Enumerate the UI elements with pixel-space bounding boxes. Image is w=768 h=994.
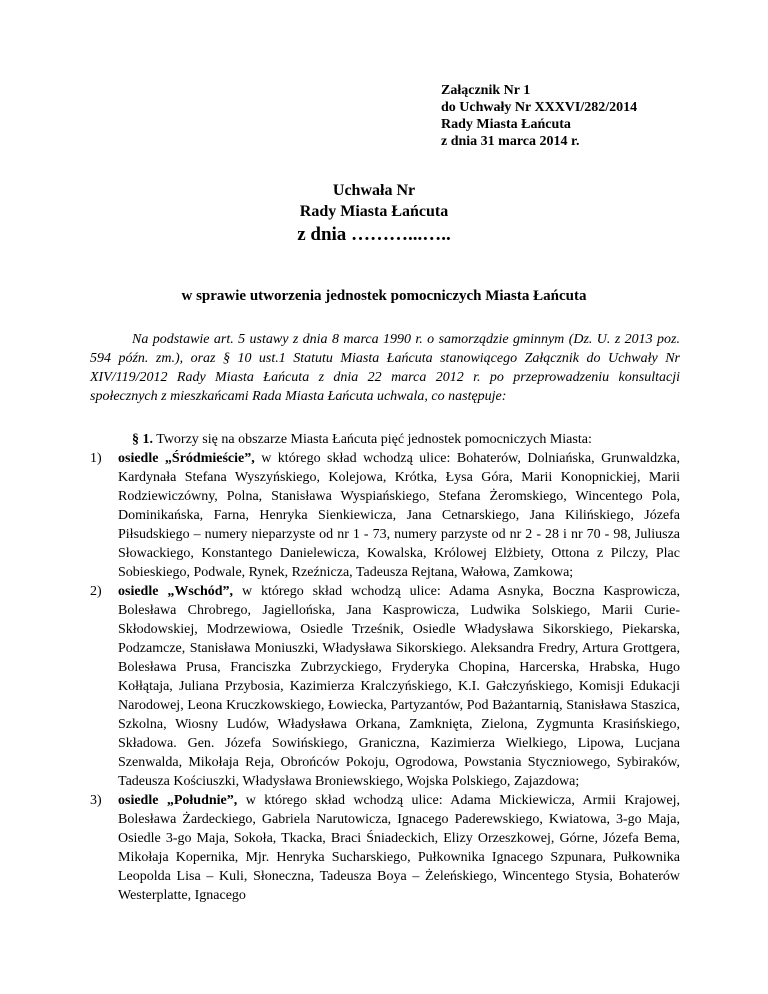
preamble: Na podstawie art. 5 ustawy z dnia 8 marca 1990 r. o samorządzie gminnym (Dz. U. z 2013 poz. 594 późn. zm.), oraz § 10 ust.1 Statutu Miasta Łańcuta stanowiącego Załącznik do Uchwały Nr XIV/119/2012 Rady Miasta Łańcuta z dnia 22 marca 2012 r. po przeprowadzeniu konsultacji społecznych z mieszkańcami Rada Miasta Łańcuta uchwala, co następuje: bbox=[90, 332, 680, 404]
district-streets: w którego skład wchodzą ulice: Adama Asnyka, Boczna Kasprowicza, Bolesława Chrobrego, Jagiellońska, Jana Kasprowicza, Ludwika Solskiego, Marii Curie-Skłodowskiej, Modrzewiowa, Osiedle Trześnik, Osiedle Władysława Sikorskiego, Piekarska, Podzamcze, Stanisława Moniuszki, Władysława Sikorskiego. Aleksandra Fredry, Artura Grottgera, Bolesława Prusa, Franciszka Zubrzyckiego, Fryderyka Chopina, Harcerska, Hrabska, Hugo Kołłątaja, Juliana Przybosia, Kazimierza Kralczyńskiego, K.I. Gałczyńskiego, Komisji Edukacji Narodowej, Leona Kruczkowskiego, Łowiecka, Partyzantów, Pod Bażantarnią, Stanisława Staszica, Szkolna, Wiosny Ludów, Władysława Orkana, Zamknięta, Zielona, Zygmunta Krasińskiego, Składowa. Gen. Józefa Sowińskiego, Graniczna, Kazimierza Wielkiego, Lipowa, Lucjana Szenwalda, Mikołaja Reja, Obrońców Pokoju, Ogrodowa, Powstania Styczniowego, Sybiraków, Tadeusza Kościuszki, Władysława Broniewskiego, Wojska Polskiego, Zajazdowa; bbox=[118, 584, 680, 789]
section-1-heading bbox=[132, 430, 592, 449]
list-item bbox=[90, 582, 680, 791]
district-name: osiedle „Śródmieście”, bbox=[118, 451, 255, 466]
annex-number: Załącznik Nr 1 bbox=[441, 83, 531, 98]
district-name: osiedle „Południe”, bbox=[118, 793, 238, 808]
resolution-date: z dnia ………...….. bbox=[297, 224, 451, 245]
resolution-subject: w sprawie utworzenia jednostek pomocniczych Miasta Łańcuta bbox=[181, 288, 587, 304]
district-list bbox=[90, 449, 680, 905]
annex-header bbox=[441, 82, 637, 150]
list-item-number: 3) bbox=[90, 793, 102, 808]
annex-council: Rady Miasta Łańcuta bbox=[441, 117, 571, 132]
resolution-title bbox=[0, 181, 768, 247]
list-item bbox=[90, 791, 680, 905]
resolution-number: Uchwała Nr bbox=[332, 182, 416, 199]
section-1-text: Tworzy się na obszarze Miasta Łańcuta pięć jednostek pomocniczych Miasta: bbox=[156, 432, 592, 447]
district-streets: w którego skład wchodzą ulice: Adama Mickiewicza, Armii Krajowej, Bolesława Żardeckiego, Gabriela Narutowicza, Ignacego Paderewskiego, Kwiatowa, 3-go Maja, Osiedle 3-go Maja, Sokoła, Tkacka, Braci Śniadeckich, Elizy Orzeszkowej, Górne, Józefa Bema, Mikołaja Kopernika, Mjr. Henryka Sucharskiego, Pułkownika Ignacego Szpunara, Pułkownika Leopolda Lisa – Kuli, Słoneczna, Tadeusza Boya – Żeleńskiego, Wincentego Stysia, Bohaterów Westerplatte, Ignacego bbox=[118, 793, 680, 903]
district-name: osiedle „Wschód”, bbox=[118, 584, 234, 599]
resolution-council: Rady Miasta Łańcuta bbox=[299, 203, 449, 220]
section-1-symbol: § 1. bbox=[132, 432, 153, 447]
annex-resolution-ref: do Uchwały Nr XXXVI/282/2014 bbox=[441, 100, 638, 115]
annex-date: z dnia 31 marca 2014 r. bbox=[441, 134, 580, 149]
district-streets: w którego skład wchodzą ulice: Bohaterów, Dolniańska, Grunwaldzka, Kardynała Stefana Wyszyńskiego, Kolejowa, Krótka, Łysa Góra, Marii Konopnickiej, Marii Rodziewiczówny, Polna, Stanisława Wyspiańskiego, Stefana Żeromskiego, Wincentego Pola, Dominikańska, Farna, Henryka Sienkiewicza, Jana Cetnarskiego, Jana Kilińskiego, Józefa Piłsudskiego – numery nieparzyste od nr 1 - 73, numery parzyste od nr 2 - 28 i nr 70 - 98, Juliusza Słowackiego, Konstantego Danielewicza, Kowalska, Królowej Elżbiety, Ottona z Pilczy, Plac Sobieskiego, Podwale, Rynek, Rzeźnicza, Tadeusza Rejtana, Wałowa, Zamkowa; bbox=[118, 451, 680, 580]
list-item-number: 1) bbox=[90, 451, 102, 466]
list-item-number: 2) bbox=[90, 584, 102, 599]
list-item bbox=[90, 449, 680, 582]
